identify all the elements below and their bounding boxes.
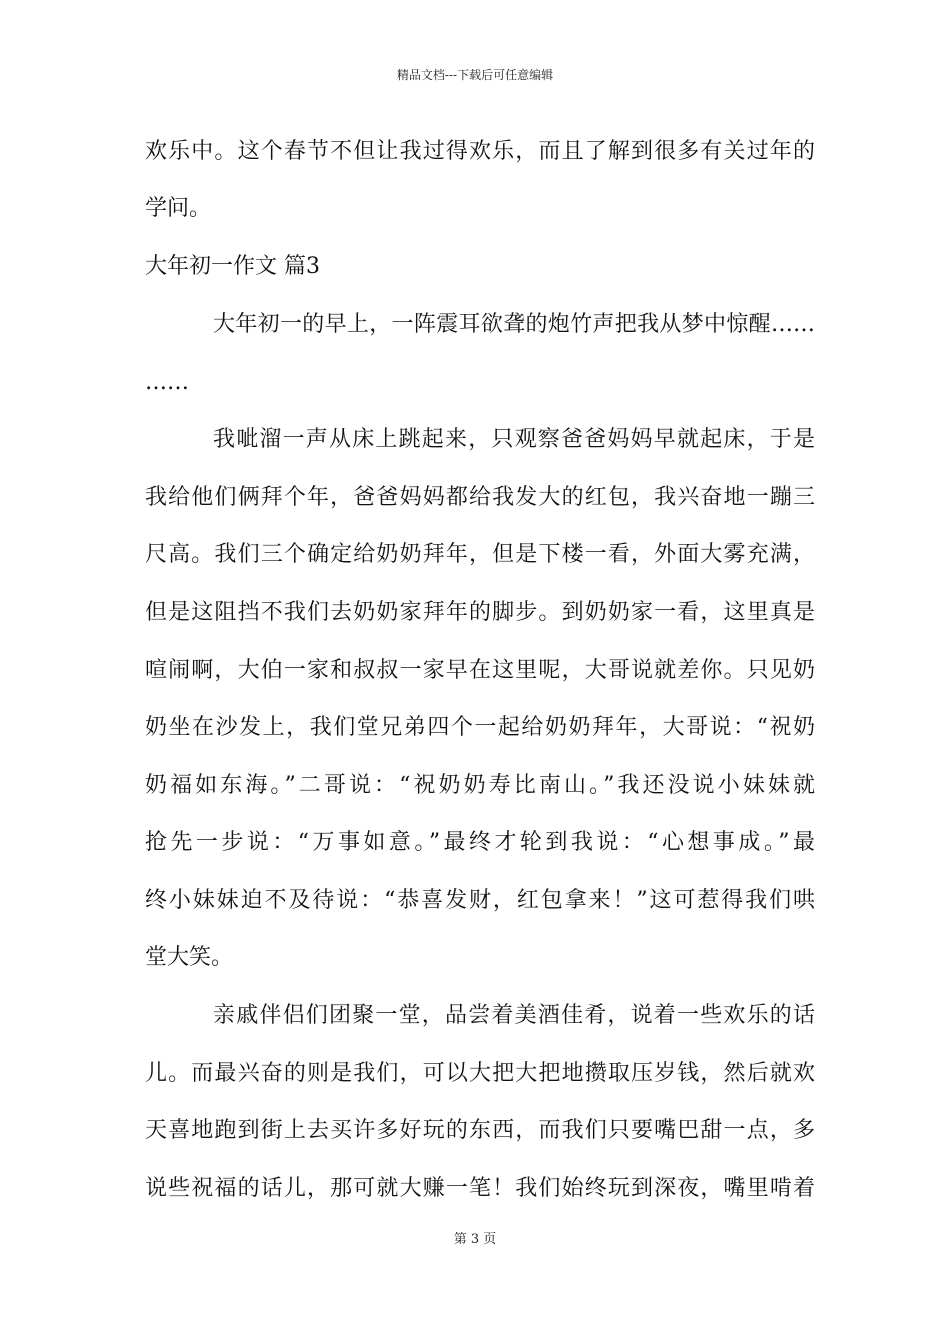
section-heading: 大年初一作文 篇3 xyxy=(145,254,320,279)
text-line: 奶坐在沙发上，我们堂兄弟四个一起给奶奶拜年，大哥说：“祝奶 xyxy=(145,715,815,740)
text-line: 我给他们俩拜个年，爸爸妈妈都给我发大的红包，我兴奋地一蹦三 xyxy=(145,485,815,510)
text-line: 堂大笑。 xyxy=(145,945,234,970)
text-line: 喧闹啊，大伯一家和叔叔一家早在这里呢，大哥说就差你。只见奶 xyxy=(145,658,815,683)
text-line: 尺高。我们三个确定给奶奶拜年，但是下楼一看，外面大雾充满， xyxy=(145,542,815,567)
text-line: 欢乐中。这个春节不但让我过得欢乐，而且了解到很多有关过年的 xyxy=(145,139,815,164)
text-line: 儿。而最兴奋的则是我们，可以大把大把地攒取压岁钱，然后就欢 xyxy=(145,1061,815,1086)
text-line: 抢先一步说：“万事如意。”最终才轮到我说：“心想事成。”最 xyxy=(145,830,815,855)
text-line: 但是这阻挡不我们去奶奶家拜年的脚步。到奶奶家一看，这里真是 xyxy=(145,600,815,625)
text-line: 天喜地跑到街上去买许多好玩的东西，而我们只要嘴巴甜一点，多 xyxy=(145,1118,815,1143)
text-line: 奶福如东海。”二哥说：“祝奶奶寿比南山。”我还没说小妹妹就 xyxy=(145,773,815,798)
page-number: 第 3 页 xyxy=(453,1232,497,1247)
text-line: 大年初一的早上，一阵震耳欲聋的炮竹声把我从梦中惊醒…… xyxy=(213,312,815,337)
text-line: 终小妹妹迫不及待说：“恭喜发财，红包拿来！”这可惹得我们哄 xyxy=(145,888,815,913)
text-line: 学问。 xyxy=(145,196,212,221)
text-line: 亲戚伴侣们团聚一堂，品尝着美酒佳肴，说着一些欢乐的话 xyxy=(213,1003,815,1028)
text-line: 我呲溜一声从床上跳起来，只观察爸爸妈妈早就起床，于是 xyxy=(213,427,815,452)
text-line: …… xyxy=(145,370,189,395)
page-header: 精品文档---下载后可任意编辑 xyxy=(396,68,554,82)
text-line: 说些祝福的话儿，那可就大赚一笔！我们始终玩到深夜，嘴里啃着 xyxy=(145,1176,815,1201)
